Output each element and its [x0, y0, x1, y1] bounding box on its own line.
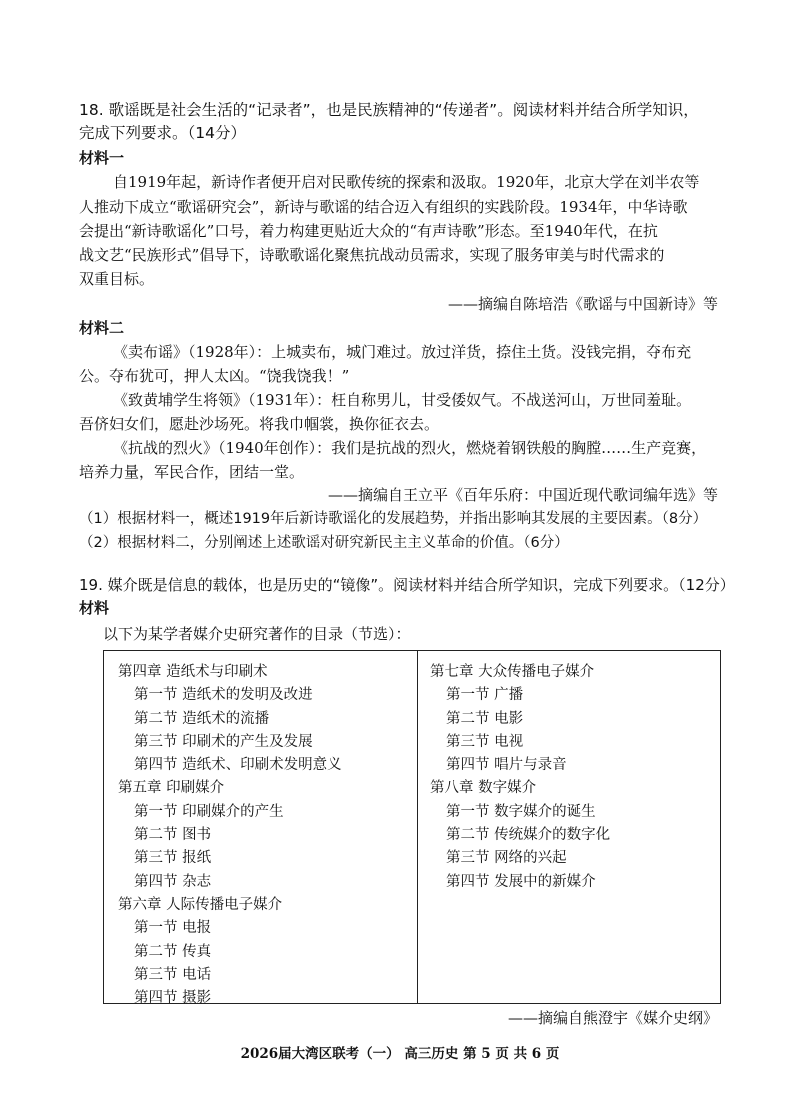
toc-left-column — [118, 661, 418, 1010]
q19-material-title: 材料 — [79, 599, 110, 617]
q19-stem: 19. 媒介既是信息的载体，也是历史的“镜像”。阅读材料并结合所学知识，完成下列要求。（12分） — [79, 576, 735, 594]
q18-material1-line: 战文艺“民族形式”倡导下，诗歌歌谣化聚焦抗战动员需求，实现了服务审美与时代需求的 — [79, 246, 665, 264]
toc-chapter-item: 第五章 印刷媒介 — [118, 780, 225, 797]
toc-section-item: 第四节 唱片与录音 — [446, 757, 567, 774]
toc-section-item: 第四节 杂志 — [134, 873, 212, 890]
toc-section-item: 第三节 网络的兴起 — [446, 850, 567, 867]
toc-section-item: 第二节 传真 — [134, 943, 212, 960]
toc-section-item: 第四节 发展中的新媒介 — [446, 873, 596, 890]
q18-material2-line: 《抗战的烈火》（1940年创作）：我们是抗战的烈火，燃烧着钢铁般的胸膛……生产竞赛， — [113, 439, 707, 457]
toc-section-item: 第二节 传统媒介的数字化 — [446, 827, 611, 844]
q19-source: ——摘编自熊澄宇《媒介史纲》 — [507, 1009, 718, 1027]
q18-material2-line: 公。夺布犹可，押人太凶。“饶我饶我！” — [79, 367, 350, 385]
toc-section-item: 第三节 印刷术的产生及发展 — [134, 733, 313, 750]
q18-material2-line: 《致黄埔学生将领》（1931年）：枉自称男儿，甘受倭奴气。不战送河山，万世同羞耻。 — [113, 391, 692, 409]
table-of-contents-box — [103, 650, 721, 1007]
q18-material1-title: 材料一 — [79, 149, 125, 167]
q18-material2-line: 吾侪妇女们，愿赴沙场死。将我巾帼裳，换你征衣去。 — [79, 415, 440, 433]
q18-material1-source: ——摘编自陈培浩《歌谣与中国新诗》等 — [447, 295, 718, 313]
page-footer: 2026届大湾区联考（一） 高三历史 第 5 页 共 6 页 — [240, 1046, 560, 1062]
toc-section-item: 第三节 报纸 — [134, 850, 212, 867]
toc-section-item: 第二节 图书 — [134, 827, 212, 844]
q18-stem-line1: 18. 歌谣既是社会生活的“记录者”，也是民族精神的“传递者”。阅读材料并结合所学知识， — [79, 101, 699, 119]
toc-section-item: 第一节 广播 — [446, 687, 524, 704]
q18-material2-line: 《卖布谣》（1928年）：上城卖布，城门难过。放过洋货，捺住土货。没钱完捐，夺布充 — [113, 343, 692, 361]
toc-section-item: 第二节 造纸术的流播 — [134, 710, 270, 727]
q18-material2-source: ——摘编自王立平《百年乐府：中国近现代歌词编年选》等 — [327, 486, 718, 504]
q18-material2-title: 材料二 — [79, 319, 125, 337]
toc-section-item: 第三节 电视 — [446, 733, 524, 750]
q18-material1-line: 会提出“新诗歌谣化”口号，着力构建更贴近大众的“有声诗歌”形态。至1940年代，在抗 — [79, 222, 658, 240]
toc-chapter-item: 第六章 人际传播电子媒介 — [118, 896, 283, 913]
toc-section-item: 第一节 印刷媒介的产生 — [134, 803, 284, 820]
toc-chapter-item: 第四章 造纸术与印刷术 — [118, 664, 268, 680]
toc-chapter-item: 第八章 数字媒介 — [430, 780, 537, 797]
q19-intro: 以下为某学者媒介史研究著作的目录（节选）： — [103, 625, 411, 643]
q18-requirement-2: （2）根据材料二，分别阐述上述歌谣对研究新民主主义革命的价值。（6分） — [79, 535, 569, 551]
toc-section-item: 第四节 造纸术、印刷术发明意义 — [134, 757, 342, 774]
q18-material1-line: 人推动下成立“歌谣研究会”，新诗与歌谣的结合迈入有组织的实践阶段。1934年，中华诗歌 — [79, 198, 688, 216]
q18-material1-line: 双重目标。 — [79, 270, 155, 288]
q18-stem-line2: 完成下列要求。（14分） — [79, 124, 246, 142]
toc-section-item: 第二节 电影 — [446, 710, 524, 727]
toc-section-item: 第四节 摄影 — [134, 990, 212, 1007]
toc-right-column — [430, 661, 730, 894]
q18-material1-line: 自1919年起，新诗作者便开启对民歌传统的探索和汲取。1920年，北京大学在刘半农等 — [113, 173, 700, 191]
toc-section-item: 第一节 电报 — [134, 920, 212, 937]
toc-section-item: 第一节 数字媒介的诞生 — [446, 803, 596, 820]
toc-chapter-item: 第七章 大众传播电子媒介 — [430, 664, 595, 680]
toc-section-item: 第三节 电话 — [134, 966, 212, 983]
q18-requirement-1: （1）根据材料一，概述1919年后新诗歌谣化的发展趋势，并指出影响其发展的主要因素。（8分） — [79, 511, 708, 527]
toc-section-item: 第一节 造纸术的发明及改进 — [134, 687, 313, 704]
q18-material2-line: 培养力量，军民合作，团结一堂。 — [79, 463, 305, 481]
